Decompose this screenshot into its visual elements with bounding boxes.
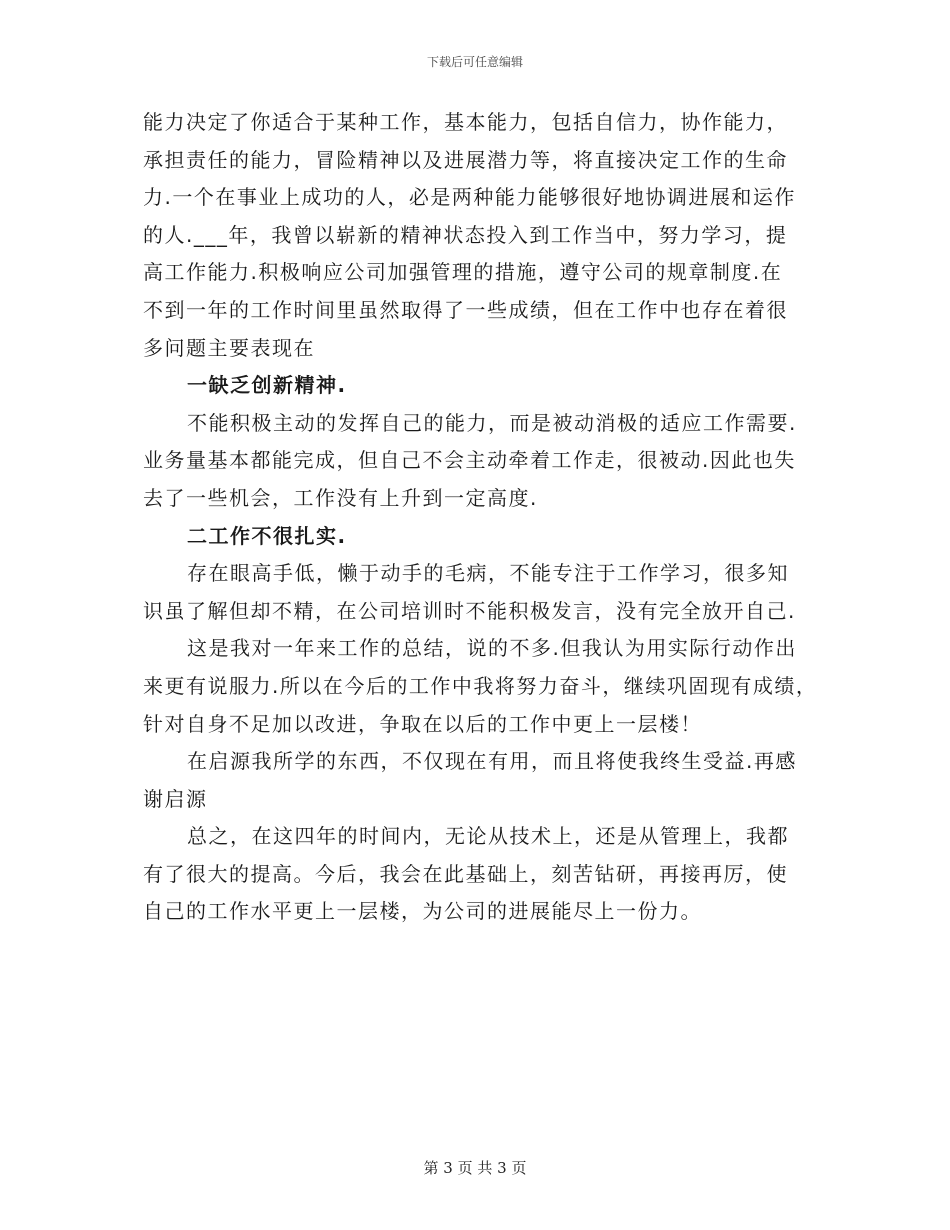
body-line: 识虽了解但却不精，在公司培训时不能积极发言，没有完全放开自己.	[143, 598, 796, 623]
page-number-footer: 第 3 页 共 3 页	[423, 1159, 527, 1177]
body-line: 总之，在这四年的时间内，无论从技术上，还是从管理上，我都	[187, 824, 789, 849]
body-line: 在启源我所学的东西，不仅现在有用，而且将使我终生受益.再感	[187, 749, 797, 774]
body-line: 自己的工作水平更上一层楼，为公司的进展能尽上一份力。	[143, 899, 702, 924]
body-line: 针对自身不足加以改进，争取在以后的工作中更上一层楼！	[143, 711, 702, 736]
body-line: 高工作能力.积极响应公司加强管理的措施，遵守公司的规章制度.在	[143, 260, 783, 285]
page-header: 下载后可任意编辑	[426, 55, 523, 69]
body-line: 承担责任的能力，冒险精神以及进展潜力等，将直接决定工作的生命	[143, 147, 788, 172]
body-line: 能力决定了你适合于某种工作，基本能力，包括自信力，协作能力，	[143, 110, 788, 134]
body-line: 有了很大的提高。今后，我会在此基础上，刻苦钻研，再接再厉，使	[143, 861, 788, 886]
section-heading: 二工作不很扎实.	[187, 523, 347, 548]
body-line: 不能积极主动的发挥自己的能力，而是被动消极的适应工作需要.	[187, 410, 797, 435]
body-line: 力.一个在事业上成功的人，必是两种能力能够很好地协调进展和运作	[143, 185, 796, 210]
section-heading: 一缺乏创新精神.	[187, 373, 347, 398]
body-line: 这是我对一年来工作的总结，说的不多.但我认为用实际行动作出	[187, 636, 797, 661]
document-body	[143, 104, 818, 931]
body-line: 存在眼高手低，懒于动手的毛病，不能专注于工作学习，很多知	[187, 561, 789, 586]
body-line: 不到一年的工作时间里虽然取得了一些成绩，但在工作中也存在着很	[143, 297, 788, 322]
body-line: 业务量基本都能完成，但自己不会主动牵着工作走，很被动.因此也失	[143, 448, 796, 473]
body-line: 去了一些机会，工作没有上升到一定高度.	[143, 485, 538, 510]
body-line: 多问题主要表现在	[143, 335, 315, 360]
body-line: 谢启源	[143, 786, 208, 811]
body-line: 来更有说服力.所以在今后的工作中我将努力奋斗，继续巩固现有成绩，	[143, 673, 818, 698]
body-line: 的人.___年，我曾以崭新的精神状态投入到工作当中，努力学习，提	[143, 222, 788, 247]
